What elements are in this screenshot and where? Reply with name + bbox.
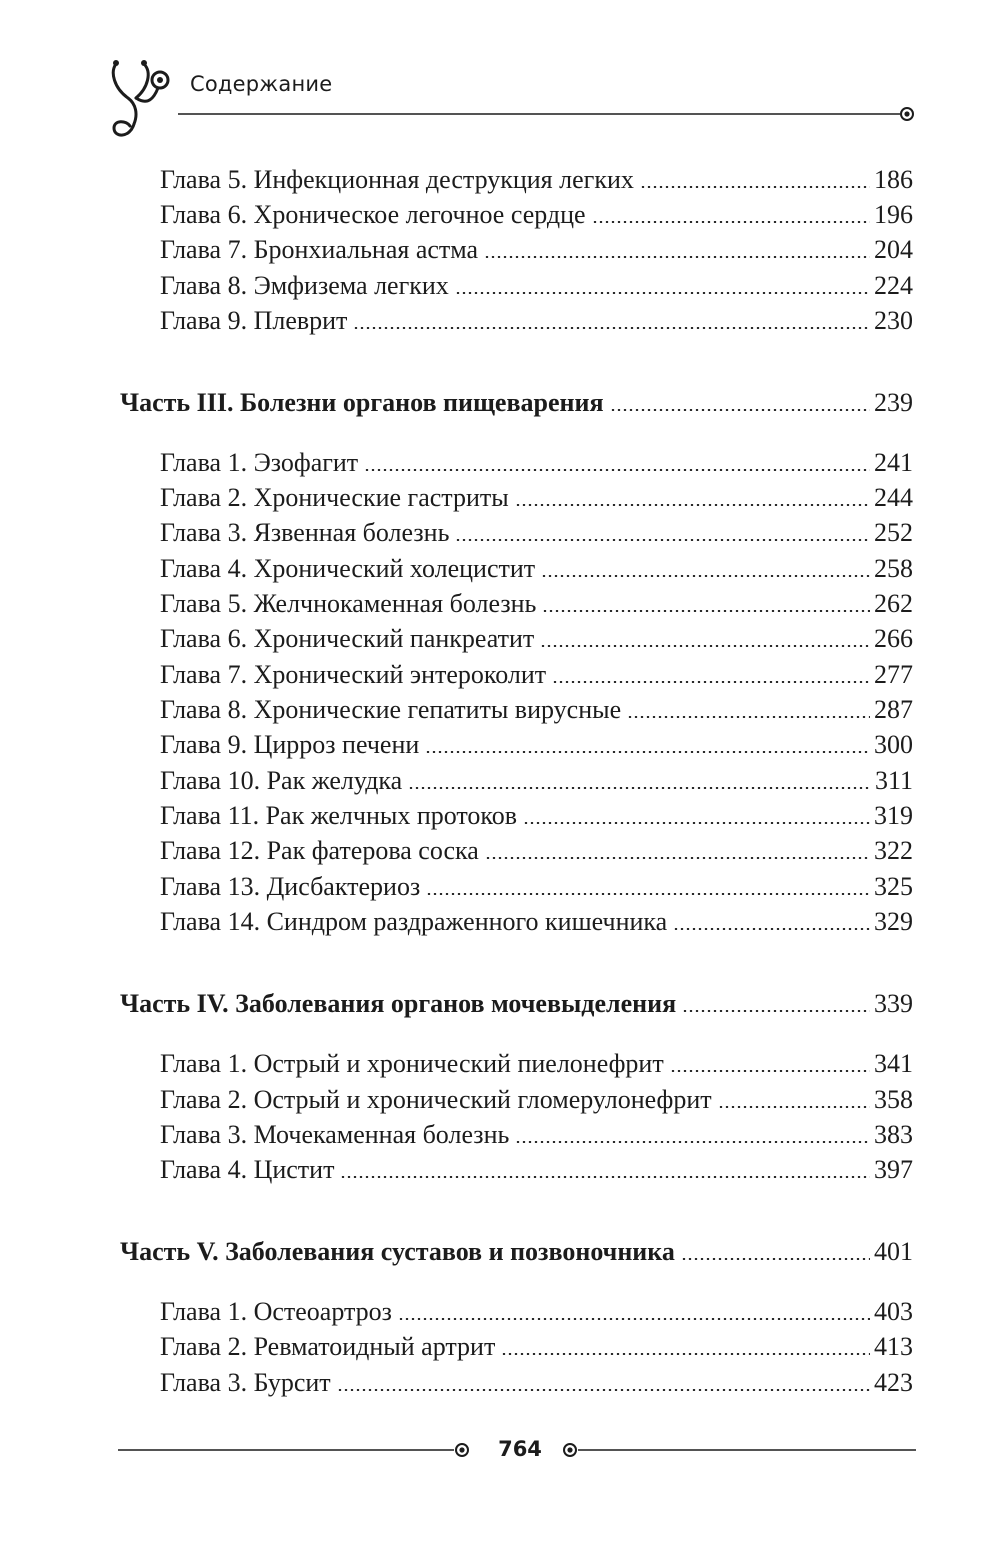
toc-entry-page: 230 bbox=[874, 306, 913, 335]
toc-entry-page: 262 bbox=[874, 589, 913, 618]
toc-entry-page: 224 bbox=[874, 271, 913, 300]
toc-chapter-entry bbox=[160, 869, 913, 905]
toc-entry-page: 204 bbox=[874, 235, 913, 264]
toc-chapter-entry bbox=[160, 303, 913, 339]
dot-leader bbox=[542, 610, 870, 612]
dot-leader bbox=[398, 1318, 870, 1320]
toc-chapter-entry bbox=[160, 833, 913, 869]
toc-entry-label: Глава 10. Рак желудка bbox=[160, 766, 403, 795]
toc-entry-label: Глава 9. Плеврит bbox=[160, 306, 348, 335]
toc-entry-page: 401 bbox=[874, 1237, 913, 1266]
toc-entry-label: Глава 7. Бронхиальная астма bbox=[160, 235, 479, 264]
toc-entry-label: Часть V. Заболевания суставов и позвоночника bbox=[120, 1237, 675, 1266]
toc-part-entry bbox=[120, 986, 913, 1022]
dot-leader bbox=[718, 1106, 870, 1108]
toc-entry-label: Глава 5. Желчнокаменная болезнь bbox=[160, 589, 537, 618]
toc-chapter-entry bbox=[160, 1365, 913, 1401]
dot-leader bbox=[682, 1010, 870, 1012]
toc-entry-label: Глава 2. Острый и хронический гломерулонефрит bbox=[160, 1085, 712, 1114]
toc-entry-label: Глава 5. Инфекционная деструкция легких bbox=[160, 165, 634, 194]
toc-entry-page: 397 bbox=[874, 1155, 913, 1184]
dot-leader bbox=[540, 645, 870, 647]
toc-entry-page: 244 bbox=[874, 483, 913, 512]
dot-leader bbox=[627, 716, 870, 718]
toc-entry-page: 423 bbox=[874, 1368, 913, 1397]
toc-entry-label: Глава 2. Хронические гастриты bbox=[160, 483, 509, 512]
dot-leader bbox=[364, 469, 870, 471]
dot-leader bbox=[640, 186, 870, 188]
toc-entry-page: 311 bbox=[874, 766, 913, 795]
dot-leader bbox=[673, 928, 870, 930]
toc-entry-page: 252 bbox=[874, 518, 913, 547]
dot-leader bbox=[340, 1176, 870, 1178]
toc-chapter-entry bbox=[160, 657, 913, 693]
dot-leader bbox=[610, 409, 870, 411]
toc-entry-page: 329 bbox=[874, 907, 913, 936]
toc-chapter-entry bbox=[160, 551, 913, 587]
toc-entry-label: Глава 6. Хроническое легочное сердце bbox=[160, 200, 586, 229]
dot-leader bbox=[501, 1353, 870, 1355]
toc-chapter-entry bbox=[160, 1082, 913, 1118]
toc-entry-label: Глава 8. Хронические гепатиты вирусные bbox=[160, 695, 622, 724]
toc-chapter-entry bbox=[160, 692, 913, 728]
toc-entry-label: Глава 9. Цирроз печени bbox=[160, 730, 420, 759]
toc-entry-page: 341 bbox=[874, 1049, 913, 1078]
toc-part-entry bbox=[120, 385, 913, 421]
toc-chapter-entry bbox=[160, 586, 913, 622]
toc-entry-page: 300 bbox=[874, 730, 913, 759]
toc-entry-label: Глава 1. Остеоартроз bbox=[160, 1297, 392, 1326]
toc-entry-page: 403 bbox=[874, 1297, 913, 1326]
toc-entry-label: Глава 4. Цистит bbox=[160, 1155, 335, 1184]
toc-entry-page: 186 bbox=[874, 165, 913, 194]
toc-entry-label: Глава 7. Хронический энтероколит bbox=[160, 660, 547, 689]
page-number: 764 bbox=[498, 1437, 542, 1461]
toc-entry-page: 383 bbox=[874, 1120, 913, 1149]
dot-leader bbox=[337, 1389, 870, 1391]
toc-chapter-entry bbox=[160, 232, 913, 268]
toc-chapter-entry bbox=[160, 1329, 913, 1365]
dot-leader bbox=[515, 1141, 870, 1143]
toc-chapter-entry bbox=[160, 798, 913, 834]
toc-entry-label: Глава 6. Хронический панкреатит bbox=[160, 624, 535, 653]
dot-leader bbox=[681, 1258, 870, 1260]
toc-entry-label: Часть IV. Заболевания органов мочевыделения bbox=[120, 989, 677, 1018]
dot-leader bbox=[592, 221, 870, 223]
toc-entry-label: Глава 1. Эзофагит bbox=[160, 448, 359, 477]
dot-leader bbox=[484, 256, 870, 258]
toc-entry-page: 325 bbox=[874, 872, 913, 901]
toc-entry-label: Глава 13. Дисбактериоз bbox=[160, 872, 421, 901]
toc-entry-label: Глава 8. Эмфизема легких bbox=[160, 271, 449, 300]
toc-entry-page: 239 bbox=[874, 388, 913, 417]
toc-chapter-entry bbox=[160, 162, 913, 198]
toc-chapter-entry bbox=[160, 727, 913, 763]
toc-entry-label: Глава 14. Синдром раздраженного кишечника bbox=[160, 907, 668, 936]
toc-chapter-entry bbox=[160, 197, 913, 233]
toc-entry-label: Глава 4. Хронический холецистит bbox=[160, 554, 536, 583]
dot-leader bbox=[455, 539, 870, 541]
dot-leader bbox=[541, 575, 870, 577]
dot-leader bbox=[426, 893, 870, 895]
toc-chapter-entry bbox=[160, 480, 913, 516]
running-header-title: Содержание bbox=[190, 72, 333, 96]
toc-entry-label: Часть III. Болезни органов пищеварения bbox=[120, 388, 604, 417]
toc-entry-page: 358 bbox=[874, 1085, 913, 1114]
dot-leader bbox=[455, 292, 870, 294]
dot-leader bbox=[353, 327, 870, 329]
toc-entry-page: 266 bbox=[874, 624, 913, 653]
toc-chapter-entry bbox=[160, 515, 913, 551]
toc-chapter-entry bbox=[160, 1152, 913, 1188]
toc-entry-label: Глава 3. Мочекаменная болезнь bbox=[160, 1120, 510, 1149]
toc-entry-page: 287 bbox=[874, 695, 913, 724]
toc-entry-label: Глава 3. Бурсит bbox=[160, 1368, 331, 1397]
toc-part-entry bbox=[120, 1234, 913, 1270]
dot-leader bbox=[670, 1070, 870, 1072]
toc-chapter-entry bbox=[160, 268, 913, 304]
toc-entry-label: Глава 3. Язвенная болезнь bbox=[160, 518, 450, 547]
dot-leader bbox=[425, 751, 870, 753]
toc-entry-page: 322 bbox=[874, 836, 913, 865]
toc-entry-page: 241 bbox=[874, 448, 913, 477]
dot-leader bbox=[523, 822, 870, 824]
toc-chapter-entry bbox=[160, 445, 913, 481]
toc-entry-label: Глава 11. Рак желчных протоков bbox=[160, 801, 518, 830]
toc-entry-label: Глава 1. Острый и хронический пиелонефрит bbox=[160, 1049, 664, 1078]
toc-entry-page: 196 bbox=[874, 200, 913, 229]
toc-entry-page: 319 bbox=[874, 801, 913, 830]
toc-chapter-entry bbox=[160, 1046, 913, 1082]
dot-leader bbox=[515, 504, 870, 506]
toc-entry-label: Глава 12. Рак фатерова соска bbox=[160, 836, 479, 865]
toc-chapter-entry bbox=[160, 763, 913, 799]
dot-leader bbox=[408, 787, 871, 789]
toc-chapter-entry bbox=[160, 904, 913, 940]
toc-entry-page: 258 bbox=[874, 554, 913, 583]
dot-leader bbox=[485, 857, 870, 859]
dot-leader bbox=[552, 681, 870, 683]
toc-chapter-entry bbox=[160, 1117, 913, 1153]
toc-chapter-entry bbox=[160, 1294, 913, 1330]
toc-entry-label: Глава 2. Ревматоидный артрит bbox=[160, 1332, 496, 1361]
toc-chapter-entry bbox=[160, 621, 913, 657]
toc-entry-page: 277 bbox=[874, 660, 913, 689]
toc-entry-page: 339 bbox=[874, 989, 913, 1018]
toc-entry-page: 413 bbox=[874, 1332, 913, 1361]
